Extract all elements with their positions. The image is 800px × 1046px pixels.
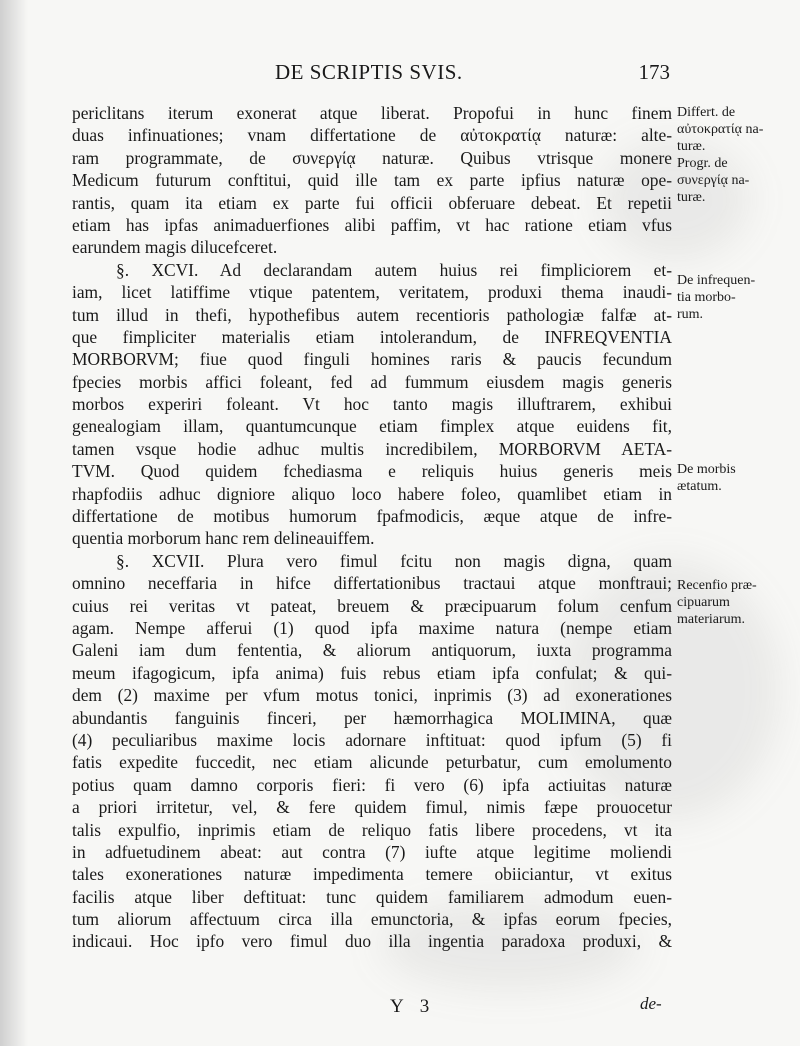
text-line: a priori irritetur, vel, & fere quidem fimul, nimis fæpe prouocetur [72, 797, 672, 818]
text-line: facilis atque liber deftituat: tunc quidem familiarem admodum euen- [72, 886, 672, 907]
margin-note-infrequentia [677, 272, 795, 323]
text-line: meum ifagogicum, ipfa anima) fuis rebus etiam ipfa confulat; & qui- [72, 662, 672, 683]
text-line: morbos experiri foleant. Vt hoc tanto magis illuftrarem, exhibui [72, 394, 672, 415]
margin-note-line: συνεργίᾳ na- [677, 173, 750, 188]
text-line: differtatione de motibus humorum fpafmodicis, æque atque de infre- [72, 506, 672, 527]
margin-note-line: cipuarum [677, 595, 730, 610]
catchword: de- [640, 994, 662, 1013]
text-line: (4) peculiaribus maxime locis adornare inftituat: quod ipfum (5) fi [72, 729, 672, 750]
text-line: genealogiam illam, quantumcunque etiam fimplex atque euidens fit, [72, 416, 672, 437]
running-title: DE SCRIPTIS SVIS. [275, 60, 463, 84]
margin-note-line: Progr. de [677, 156, 728, 171]
text-line: rantis, quam ita etiam ex parte fui officii obferuare debeat. Et repetii [72, 192, 672, 213]
text-line: que fimpliciter materialis etiam intolerandum, de INFREQVENTIA [72, 326, 672, 347]
page-number: 173 [638, 60, 670, 84]
text-line: Galeni iam dum fententia, & aliorum antiquorum, iuxta programma [72, 640, 672, 661]
text-line: in adfuetudinem abeat: aut contra (7) iufte atque legitime moliendi [72, 841, 672, 862]
text-line: earundem magis dilucefceret. [72, 237, 278, 258]
text-line: periclitans iterum exonerat atque liberat. Propofui in hunc finem [72, 103, 672, 123]
margin-note-line: αὐτοκρατίᾳ na- [677, 122, 764, 137]
page-header [70, 60, 670, 90]
text-line: ram programmate, de συνεργίᾳ naturæ. Quibus vtrisque monere [72, 147, 672, 168]
text-line: dem (2) maxime per vfum motus tonici, inprimis (3) ad exonerationes [72, 685, 672, 706]
margin-note-line: Differt. de [677, 105, 736, 120]
text-line: fatis expedite fuccedit, nec etiam alicunde peturbatur, cum emolumento [72, 752, 672, 773]
text-line: iam, licet latiffime vtique patentem, veritatem, produxi thema inaudi- [72, 282, 672, 303]
margin-note-line: Recenfio præ- [677, 578, 757, 593]
margin-note-line: turæ. [677, 190, 706, 205]
margin-note-line: ætatum. [677, 479, 722, 494]
margin-note-autocratia [677, 104, 795, 206]
page-gutter-shadow [0, 0, 28, 1046]
text-line: indicaui. Hoc ipfo vero fimul duo illa ingentia paradoxa produxi, & [72, 931, 672, 952]
text-line: quentia morborum hanc rem delineauiffem. [72, 528, 375, 549]
text-line: etiam has ipfas animaduerfiones alibi paffim, vt hac ratione etiam vfus [72, 214, 672, 235]
margin-note-line: rum. [677, 307, 704, 322]
text-line: talis expulfio, inprimis etiam de reliquo fatis libere procedens, vt ita [72, 819, 672, 840]
text-line: MORBORVM; fiue quod finguli homines raris & paucis fecundum [72, 349, 672, 370]
text-line: abundantis fanguinis finceri, per hæmorrhagica MOLIMINA, quæ [72, 707, 672, 728]
text-line: duas infinuationes; vnam differtatione de αὐτοκρατίᾳ naturæ: alte- [72, 125, 672, 146]
margin-note-morbis-aetatum [677, 461, 795, 495]
margin-note-line: turæ. [677, 139, 706, 154]
text-line: tales exonerationes naturæ impedimenta temere obiiciantur, vt exitus [72, 864, 672, 885]
text-line: tum illud in thefi, hypothefibus autem recentioris pathologiæ falfæ at- [72, 304, 672, 325]
margin-note-recensio [677, 577, 795, 628]
text-line: TVM. Quod quidem fchediasma e reliquis huius generis meis [72, 461, 672, 482]
main-text-column [72, 102, 672, 953]
text-line: fpecies morbis affici foleant, fed ad fummum eiusdem magis generis [72, 371, 672, 392]
signature-mark: Y 3 [390, 996, 436, 1017]
text-line: potius quam damno corporis fieri: fi vero (6) ipfa actiuitas naturæ [72, 774, 672, 795]
text-line: §. XCVI. Ad declarandam autem huius rei fimpliciorem et- [116, 259, 672, 280]
text-line: Medicum futurum conftitui, quid ille tam ex parte ipfius naturæ ope- [72, 170, 672, 191]
text-line: tamen vsque hodie adhuc multis incredibilem, MORBORVM AETA- [72, 438, 672, 459]
text-line: §. XCVII. Plura vero fimul fcitu non magis digna, quam [116, 550, 672, 571]
text-line: cuius rei veritas vt pateat, breuem & præcipuarum folum cenfum [72, 595, 672, 616]
margin-note-line: tia morbo- [677, 290, 736, 305]
margin-note-line: De infrequen- [677, 273, 756, 288]
text-line: tum aliorum affectuum circa illa emunctoria, & ipfas eorum fpecies, [72, 909, 672, 930]
margin-note-line: materiarum. [677, 612, 746, 627]
text-line: omnino neceffaria in hifce differtationibus tractaui atque monftraui; [72, 573, 672, 594]
text-line: rhapfodiis adhuc digniore aliquo loco habere foleo, quamlibet etiam in [72, 483, 672, 504]
margin-note-line: De morbis [677, 462, 736, 477]
text-line: agam. Nempe afferui (1) quod ipfa maxime natura (nempe etiam [72, 617, 672, 638]
